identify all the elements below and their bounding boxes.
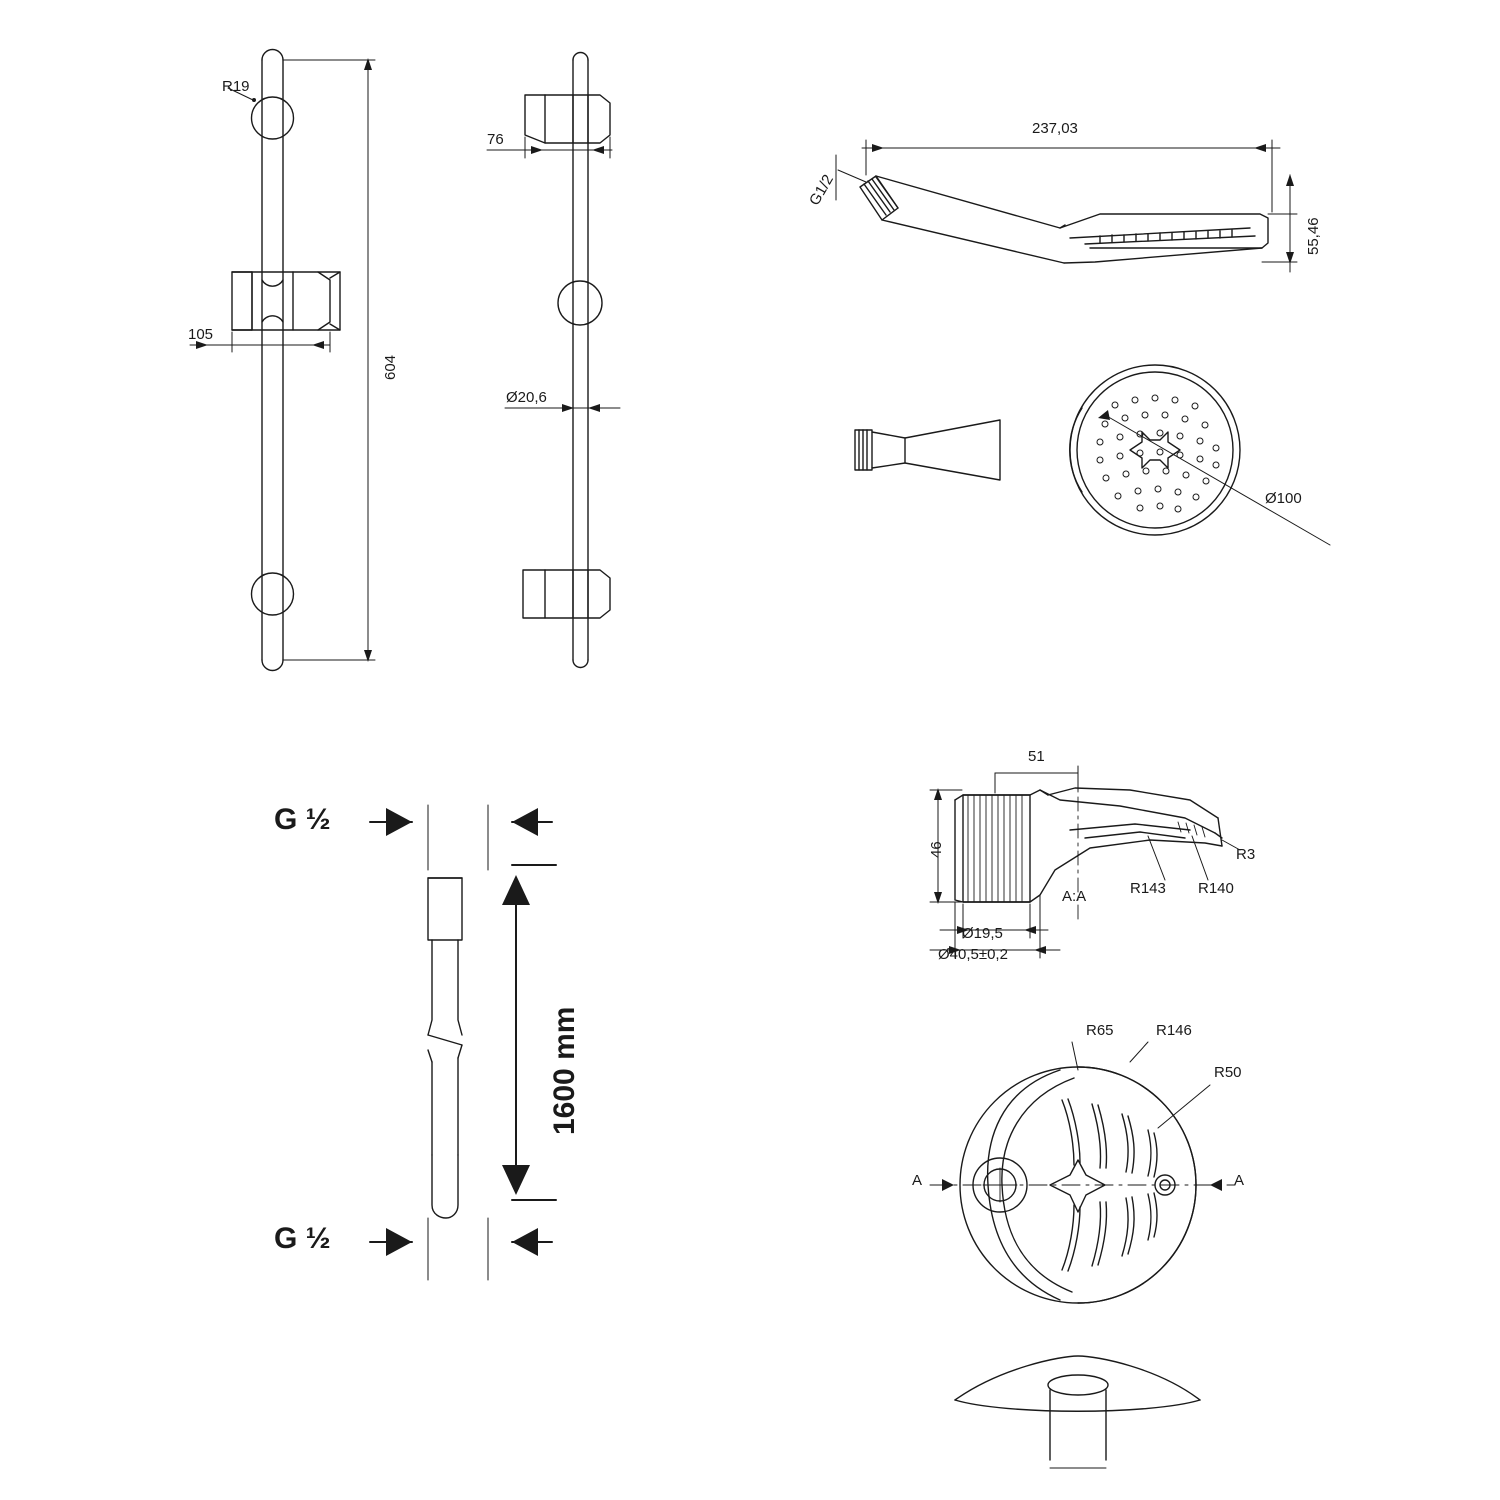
hose-top-connector-label: G ½: [274, 803, 331, 836]
rail-side-tube-diameter-label: Ø20,6: [506, 389, 547, 406]
section-outer-label: Ø40,5±0,2: [938, 946, 1008, 963]
rail-side-bracket-width-label: 76: [487, 131, 504, 148]
section-radius-mid-label: R143: [1130, 880, 1166, 897]
handset-side-dimensions: [836, 140, 1297, 272]
hose-bottom-connector-label: G ½: [274, 1222, 331, 1255]
hose-geometry: [428, 878, 462, 1218]
handset-front-geometry: [855, 365, 1330, 545]
handset-height-label: 55,46: [1305, 217, 1322, 255]
rail-front-geometry: [232, 50, 340, 671]
section-width-label: 51: [1028, 748, 1045, 765]
section-label: A:A: [1062, 888, 1087, 905]
hose-length-label: 1600 mm: [548, 1006, 581, 1135]
section-height-label: 46: [928, 841, 945, 858]
rail-side-geometry: [523, 53, 610, 668]
plate-section-left-label: A: [912, 1172, 923, 1189]
plate-r50-label: R50: [1214, 1064, 1242, 1081]
rail-front-offset-label: 105: [188, 326, 214, 343]
section-radius-large-label: R140: [1198, 880, 1234, 897]
handset-length-label: 237,03: [1032, 120, 1078, 137]
rail-front-radius-label: R19: [222, 78, 250, 95]
rail-front-length-label: 604: [382, 354, 399, 380]
section-radius-small-label: R3: [1236, 846, 1256, 863]
plate-r65-label: R65: [1086, 1022, 1114, 1039]
rail-side-dimensions: [487, 137, 620, 418]
plate-section-right-label: A: [1234, 1172, 1245, 1189]
handset-thread-label: G1/2: [806, 171, 837, 209]
hose-dimensions: [370, 805, 556, 1280]
section-bore-label: Ø19,5: [962, 925, 1003, 942]
plate-r146-label: R146: [1156, 1022, 1192, 1039]
handset-face-diameter-label: Ø100: [1265, 490, 1302, 507]
handset-side-geometry: [860, 176, 1268, 263]
spray-plate-profile-geometry: [955, 1356, 1200, 1468]
